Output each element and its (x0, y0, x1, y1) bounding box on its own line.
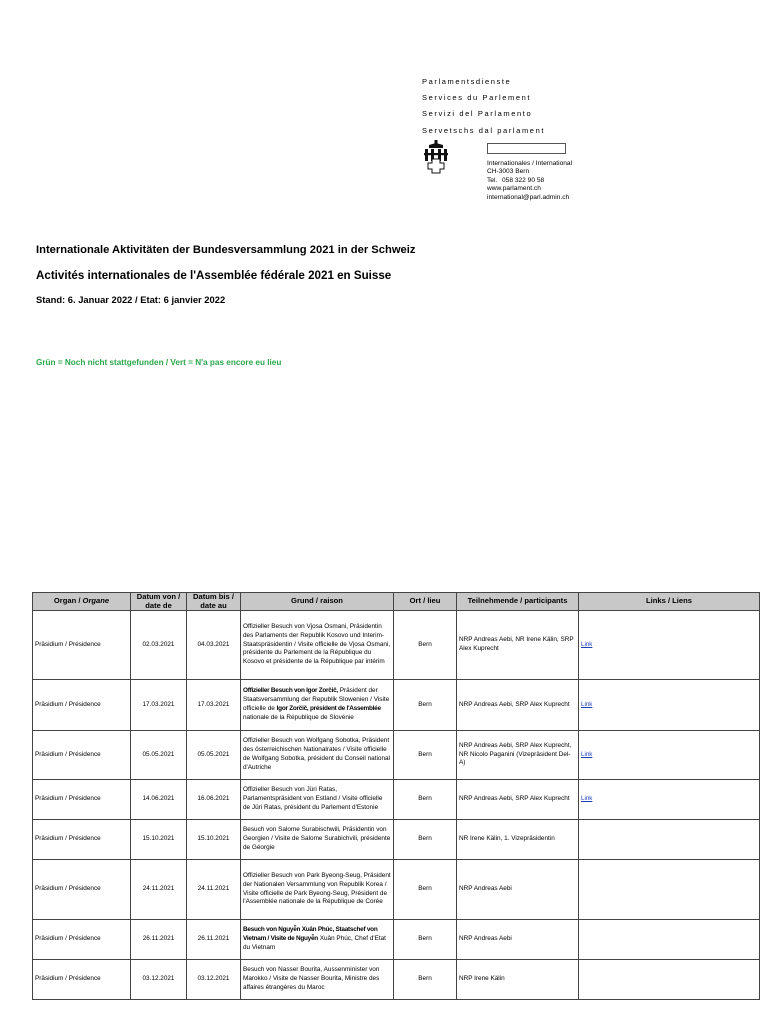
cell-participants: NR Irene Kälin, 1. Vizepräsidentin (457, 820, 579, 860)
cell-links (579, 820, 760, 860)
cell-reason: Besuch von Nasser Bourita, Aussenminister von Marokko / Visite de Nasser Bourita, Ministre des affaires étrangères du Maroc (241, 960, 394, 1000)
service-name-de: Parlamentsdienste (422, 77, 512, 86)
table-row (33, 820, 760, 860)
cell-organ: Präsidium / Présidence (33, 820, 131, 860)
document-title-fr: Activités internationales de l'Assemblée fédérale 2021 en Suisse (36, 269, 392, 282)
cell-date-to: 15.10.2021 (187, 820, 241, 860)
table-row (33, 960, 760, 1000)
cell-organ: Präsidium / Présidence (33, 920, 131, 960)
document-title-de: Internationale Aktivitäten der Bundesversammlung 2021 in der Schweiz (36, 244, 416, 256)
cell-reason: Offizieller Besuch von Park Byeong-Seug, Präsident der Nationalen Versammlung von Republik Korea / Visite officielle de Park Byeong-Seug, Président de l'Assemblée nationale de la République de Corée (241, 860, 394, 920)
cell-date-to: 16.06.2021 (187, 780, 241, 820)
cell-participants: NRP Irene Kälin (457, 960, 579, 1000)
cell-date-from: 17.03.2021 (131, 680, 187, 731)
link[interactable]: Link (581, 795, 593, 803)
parliament-logo-icon (422, 140, 450, 174)
cell-organ: Präsidium / Présidence (33, 780, 131, 820)
cell-links (579, 731, 760, 780)
cell-links (579, 960, 760, 1000)
cell-links (579, 611, 760, 680)
contact-website: www.parlament.ch (487, 185, 541, 193)
cell-place: Bern (394, 860, 457, 920)
cell-participants: NRP Andreas Aebi (457, 920, 579, 960)
phone-number: 058 322 90 58 (502, 176, 545, 184)
cell-links (579, 680, 760, 731)
header-date-to: Datum bis / date au (187, 593, 241, 611)
cell-organ: Präsidium / Présidence (33, 680, 131, 731)
contact-city: CH-3003 Bern (487, 168, 530, 176)
phone-label: Tel. (487, 176, 498, 184)
document-status-date: Stand: 6. Januar 2022 / Etat: 6 janvier 2022 (36, 294, 226, 305)
table-row (33, 611, 760, 680)
cell-date-to: 05.05.2021 (187, 731, 241, 780)
cell-reason: Offizieller Besuch von Jüri Ratas, Parlamentspräsident von Estland / Visite officielle de Jüri Ratas, président du Parlement d'Estonie (241, 780, 394, 820)
cell-place: Bern (394, 780, 457, 820)
table-row (33, 780, 760, 820)
service-name-it: Servizi del Parlamento (422, 109, 533, 119)
table-row (33, 731, 760, 780)
contact-phone (487, 177, 572, 185)
cell-date-to: 24.11.2021 (187, 860, 241, 920)
cell-place: Bern (394, 731, 457, 780)
cell-organ: Präsidium / Présidence (33, 731, 131, 780)
cell-participants: NRP Andreas Aebi, SRP Alex Kuprecht (457, 680, 579, 731)
header-organ-de: Organ / (53, 596, 83, 606)
cell-date-from: 02.03.2021 (131, 611, 187, 680)
cell-date-to: 17.03.2021 (187, 680, 241, 731)
reason-part: Xuân Phúc, Chef d'Etat du Vietnam (243, 935, 386, 951)
cell-date-to: 26.11.2021 (187, 920, 241, 960)
activities-table (32, 592, 760, 1000)
cell-place: Bern (394, 820, 457, 860)
cell-reason: Besuch von Salome Surabischwili, Präsidentin von Georgien / Visite de Salome Surabichvili, présidente de Géorgie (241, 820, 394, 860)
cell-organ: Präsidium / Présidence (33, 860, 131, 920)
table-row (33, 680, 760, 731)
cell-organ: Präsidium / Présidence (33, 960, 131, 1000)
color-legend: Grün = Noch nicht stattgefunden / Vert = N'a pas encore eu lieu (36, 358, 282, 367)
cell-participants: NRP Andreas Aebi (457, 860, 579, 920)
cell-links (579, 780, 760, 820)
cell-reason (241, 680, 394, 731)
cell-place: Bern (394, 611, 457, 680)
reason-part: Präsident der Staatsversammlung der Republik Slowenien / Visite officielle de (243, 687, 390, 712)
header-place: Ort / lieu (394, 593, 457, 611)
cell-place: Bern (394, 920, 457, 960)
reason-part: Igor Zorčič, président de l'Assemblée (276, 705, 381, 712)
service-name-rm: Servetschs dal parlament (422, 125, 546, 135)
cell-reason: Offizieller Besuch von Vjosa Osmani, Präsidentin des Parlaments der Republik Kosovo und Interim-Staatspräsidentin / Visite officielle de Vjosa Osmani, présidente du Parlement de la République du Kosovo et présidente de la République par intérim (241, 611, 394, 680)
cell-date-to: 04.03.2021 (187, 611, 241, 680)
cell-date-from: 03.12.2021 (131, 960, 187, 1000)
cell-links (579, 860, 760, 920)
cell-date-from: 05.05.2021 (131, 731, 187, 780)
cell-place: Bern (394, 960, 457, 1000)
cell-participants: NRP Andreas Aebi, SRP Alex Kuprecht, NR Nicolo Paganini (Vizepräsident Del-A) (457, 731, 579, 780)
address-box (487, 143, 566, 154)
header-organ (33, 593, 131, 611)
header-links: Links / Liens (579, 593, 760, 611)
cell-participants: NRP Andreas Aebi, NR Irene Kälin, SRP Alex Kuprecht (457, 611, 579, 680)
link[interactable]: Link (581, 700, 593, 708)
cell-place: Bern (394, 680, 457, 731)
cell-date-to: 03.12.2021 (187, 960, 241, 1000)
table-header-row (33, 593, 760, 611)
table-row (33, 860, 760, 920)
reason-part: nationale de la République de Slovénie (243, 713, 354, 721)
cell-date-from: 24.11.2021 (131, 860, 187, 920)
cell-participants: NRP Andreas Aebi, SRP Alex Kuprecht (457, 780, 579, 820)
cell-reason (241, 920, 394, 960)
header-reason: Grund / raison (241, 593, 394, 611)
header-date-from: Datum von / date de (131, 593, 187, 611)
cell-links (579, 920, 760, 960)
reason-part: Besuch von Nguyễn Xuân Phúc, Staatschef von Vietnam / Visite de Nguyễn (243, 926, 378, 943)
cell-reason: Offizieller Besuch von Wolfgang Sobotka, Präsident des österreichischen Nationalrates / Visite officielle de Wolfgang Sobotka, président du Conseil national d'Autriche (241, 731, 394, 780)
table-row (33, 920, 760, 960)
cell-date-from: 26.11.2021 (131, 920, 187, 960)
letterhead-services (422, 74, 545, 139)
service-name-fr: Services du Parlement (422, 93, 532, 103)
cell-organ: Präsidium / Présidence (33, 611, 131, 680)
reason-part: Offizieller Besuch von Igor Zorčič, (243, 687, 338, 695)
contact-block (487, 160, 572, 202)
contact-department: Internationales / International (487, 160, 573, 167)
link[interactable]: Link (581, 750, 593, 758)
link[interactable]: Link (581, 640, 593, 648)
header-organ-fr: Organe (82, 596, 110, 606)
cell-date-from: 15.10.2021 (131, 820, 187, 860)
header-participants: Teilnehmende / participants (457, 593, 579, 611)
cell-date-from: 14.06.2021 (131, 780, 187, 820)
contact-email: international@parl.admin.ch (487, 193, 570, 201)
